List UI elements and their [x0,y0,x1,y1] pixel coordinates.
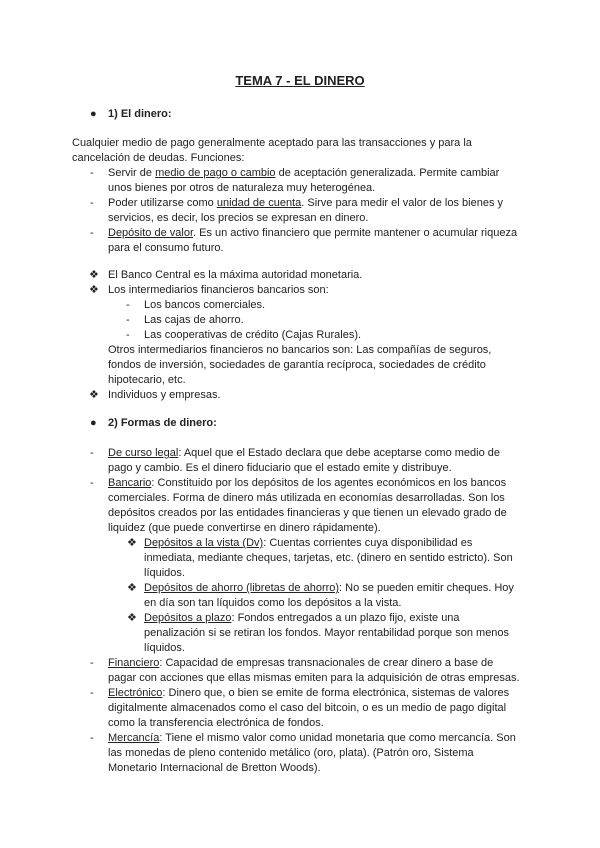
individuos-text: Individuos y empresas. [108,389,221,401]
mercancia-cont-1: las monedas de pleno contenido metálico (oro, plata). (Patrón oro, Sistema [108,747,474,759]
bancario-post: : Constituido por los depósitos de los agentes económicos en los bancos [151,477,507,489]
bancarios-item-2: Las cajas de ahorro. [144,314,244,326]
bancario-term: Bancario [108,477,152,489]
depositos-vista [144,536,472,551]
dash-bullet-icon: - [90,227,94,239]
section-2-heading: 2) Formas de dinero: [108,417,217,429]
diamond-bullet-icon: ❖ [127,582,137,594]
function-3 [108,226,517,241]
no-bancarios-line-3: hipotecario, etc. [108,374,186,386]
mercancia-post: : Tiene el mismo valor como unidad monetaria que como mercancía. Son [159,732,516,744]
function-3-term: Depósito de valor [108,227,193,239]
function-1-post: de aceptación generalizada. Permite cambiar [275,167,500,179]
dash-bullet-icon: - [90,477,94,489]
electronico-cont-1: digitalmente almacenados como el caso del bitcoin, o es un medio de pago digital [108,702,507,714]
function-1 [108,166,499,181]
mercancia-term: Mercancía [108,732,160,744]
dash-bullet-icon: - [126,329,130,341]
bancario-cont-2: depósitos creados por las entidades financieras y que tienen un elevado grado de [108,507,507,519]
no-bancarios-line-1: Otros intermediarios financieros no bancarios son: Las compañías de seguros, [108,344,492,356]
curso-legal-cont: pago y cambio. Es el dinero fiduciario que el estado emite y distribuye. [108,462,452,474]
dash-bullet-icon: - [90,167,94,179]
function-3-cont: para el consumo futuro. [108,242,224,254]
dash-bullet-icon: - [126,299,130,311]
function-1-term: medio de pago o cambio [155,167,276,179]
function-2-term: unidad de cuenta [216,197,302,209]
financiero-cont: pagar con acciones que ellas mismas emiten para la adquisición de otras empresas. [108,672,520,684]
diamond-bullet-icon: ❖ [127,537,137,549]
function-2 [108,196,503,211]
depositos-vista-post: : Cuentas corrientes cuya disponibilidad es [263,537,473,549]
curso-legal-post: : Aquel que el Estado declara que debe aceptarse como medio de [178,447,500,459]
dash-bullet-icon: - [90,657,94,669]
depositos-plazo-cont-2: líquidos. [144,642,185,654]
financiero-term: Financiero [108,657,160,669]
diamond-bullet-icon: ❖ [127,612,137,624]
depositos-ahorro-term: Depósitos de ahorro (libretas de ahorro) [144,582,340,594]
electronico [108,686,509,701]
mercancia [108,731,516,746]
depositos-vista-cont-2: líquidos. [144,567,185,579]
diamond-bullet-icon: ❖ [89,269,99,281]
bancarios-item-3: Las cooperativas de crédito (Cajas Rurales). [144,329,362,341]
electronico-term: Electrónico [108,687,163,699]
mercancia-cont-2: Monetario Internacional de Bretton Woods). [108,762,321,774]
bancarios-item-1: Los bancos comerciales. [144,299,266,311]
depositos-plazo-post: : Fondos entregados a un plazo fijo, existe una [231,612,460,624]
depositos-plazo-term: Depósitos a plazo [144,612,232,624]
function-2-cont: servicios, es decir, los precios se expresan en dinero. [108,212,369,224]
intermediarios-text: Los intermediarios financieros bancarios son: [108,284,329,296]
dash-bullet-icon: - [90,732,94,744]
section-1-heading: 1) El dinero: [108,108,172,120]
banco-central-text: El Banco Central es la máxima autoridad monetaria. [108,269,363,281]
depositos-plazo [144,611,460,626]
intro-line-1: Cualquier medio de pago generalmente aceptado para las transacciones y para la [72,137,472,149]
depositos-ahorro [144,581,514,596]
round-bullet-icon: ● [90,108,97,120]
curso-legal [108,446,500,461]
dash-bullet-icon: - [90,447,94,459]
diamond-bullet-icon: ❖ [89,284,99,296]
round-bullet-icon: ● [90,417,97,429]
curso-legal-term: De curso legal [108,447,179,459]
dash-bullet-icon: - [126,314,130,326]
depositos-plazo-cont-1: penalización si se retiran los fondos. Mayor rentabilidad porque son menos [144,627,510,639]
depositos-ahorro-post: : No se pueden emitir cheques. Hoy [339,582,514,594]
dash-bullet-icon: - [90,687,94,699]
function-1-cont: unos bienes por otros de naturaleza muy heterogénea. [108,182,376,194]
function-3-post: . Es un activo financiero que permite mantener o acumular riqueza [193,227,518,239]
dash-bullet-icon: - [90,197,94,209]
electronico-cont-2: como la transferencia electrónica de fondos. [108,717,324,729]
function-2-post: . Sirve para medir el valor de los bienes y [301,197,504,209]
diamond-bullet-icon: ❖ [89,389,99,401]
function-1-pre: Servir de [108,167,156,179]
financiero-post: : Capacidad de empresas transnacionales de crear dinero a base de [159,657,494,669]
financiero [108,656,493,671]
depositos-ahorro-cont: en día son tan líquidos como los depósitos a la vista. [144,597,402,609]
depositos-vista-term: Depósitos a la vista (Dv) [144,537,264,549]
document-title: TEMA 7 - EL DINERO [235,73,365,88]
bancario [108,476,506,491]
depositos-vista-cont-1: inmediata, mediante cheques, tarjetas, etc. (dinero en sentido estricto). Son [144,552,513,564]
intro-line-2: cancelación de deudas. Funciones: [72,152,245,164]
bancario-cont-1: comerciales. Forma de dinero más utilizada en economías desarrolladas. Son los [108,492,505,504]
function-2-pre: Poder utilizarse como [108,197,217,209]
bancario-cont-3: liquidez (que puede convertirse en dinero rápidamente). [108,522,381,534]
electronico-post: : Dinero que, o bien se emite de forma electrónica, sistemas de valores [162,687,510,699]
no-bancarios-line-2: fondos de inversión, sociedades de garantía recíproca, sociedades de crédito [108,359,486,371]
